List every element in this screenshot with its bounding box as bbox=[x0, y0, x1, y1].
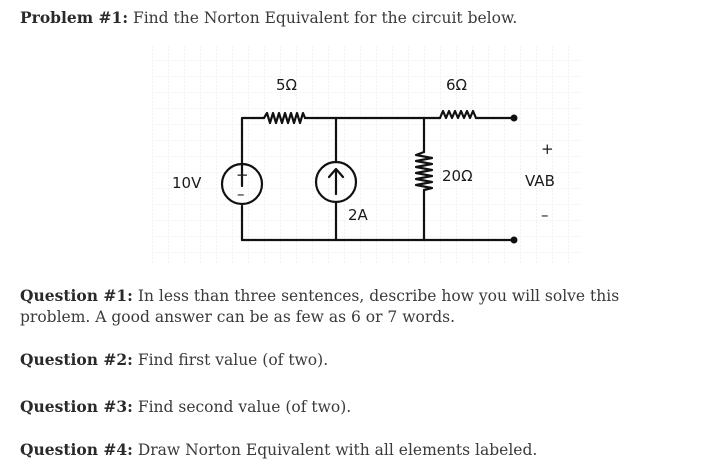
vs-plus-sign: + bbox=[236, 166, 249, 184]
question-3 bbox=[20, 397, 351, 418]
vs-minus-sign: – bbox=[237, 185, 245, 203]
current-source-label: 2A bbox=[348, 206, 368, 224]
problem-statement bbox=[20, 8, 517, 29]
grid-background bbox=[152, 46, 582, 264]
question-4 bbox=[20, 440, 537, 461]
question-4-label: Question #4: bbox=[20, 440, 133, 459]
r3-label: 20Ω bbox=[442, 167, 473, 185]
r2-label: 6Ω bbox=[446, 76, 468, 94]
problem-text: Find the Norton Equivalent for the circuit below. bbox=[128, 9, 518, 27]
circuit-diagram bbox=[152, 44, 582, 266]
question-2-text: Find first value (of two). bbox=[132, 351, 329, 369]
question-3-text: Find second value (of two). bbox=[132, 398, 352, 416]
terminal-b bbox=[511, 237, 518, 244]
vab-minus: – bbox=[541, 206, 549, 224]
question-4-text: Draw Norton Equivalent with all elements labeled. bbox=[132, 441, 538, 459]
vab-label: VAB bbox=[525, 172, 555, 190]
question-1-text: In less than three sentences, describe how you will solve this problem. A good answer can be as few as 6 or 7 words. bbox=[20, 287, 620, 326]
problem-label: Problem #1: bbox=[20, 8, 129, 27]
question-1-label: Question #1: bbox=[20, 286, 133, 305]
vab-plus: + bbox=[541, 140, 554, 158]
r1-label: 5Ω bbox=[276, 76, 298, 94]
terminal-a bbox=[511, 115, 518, 122]
voltage-source-label: 10V bbox=[172, 174, 202, 192]
question-2 bbox=[20, 350, 328, 371]
question-3-label: Question #3: bbox=[20, 397, 133, 416]
question-2-label: Question #2: bbox=[20, 350, 133, 369]
question-1 bbox=[20, 286, 690, 328]
